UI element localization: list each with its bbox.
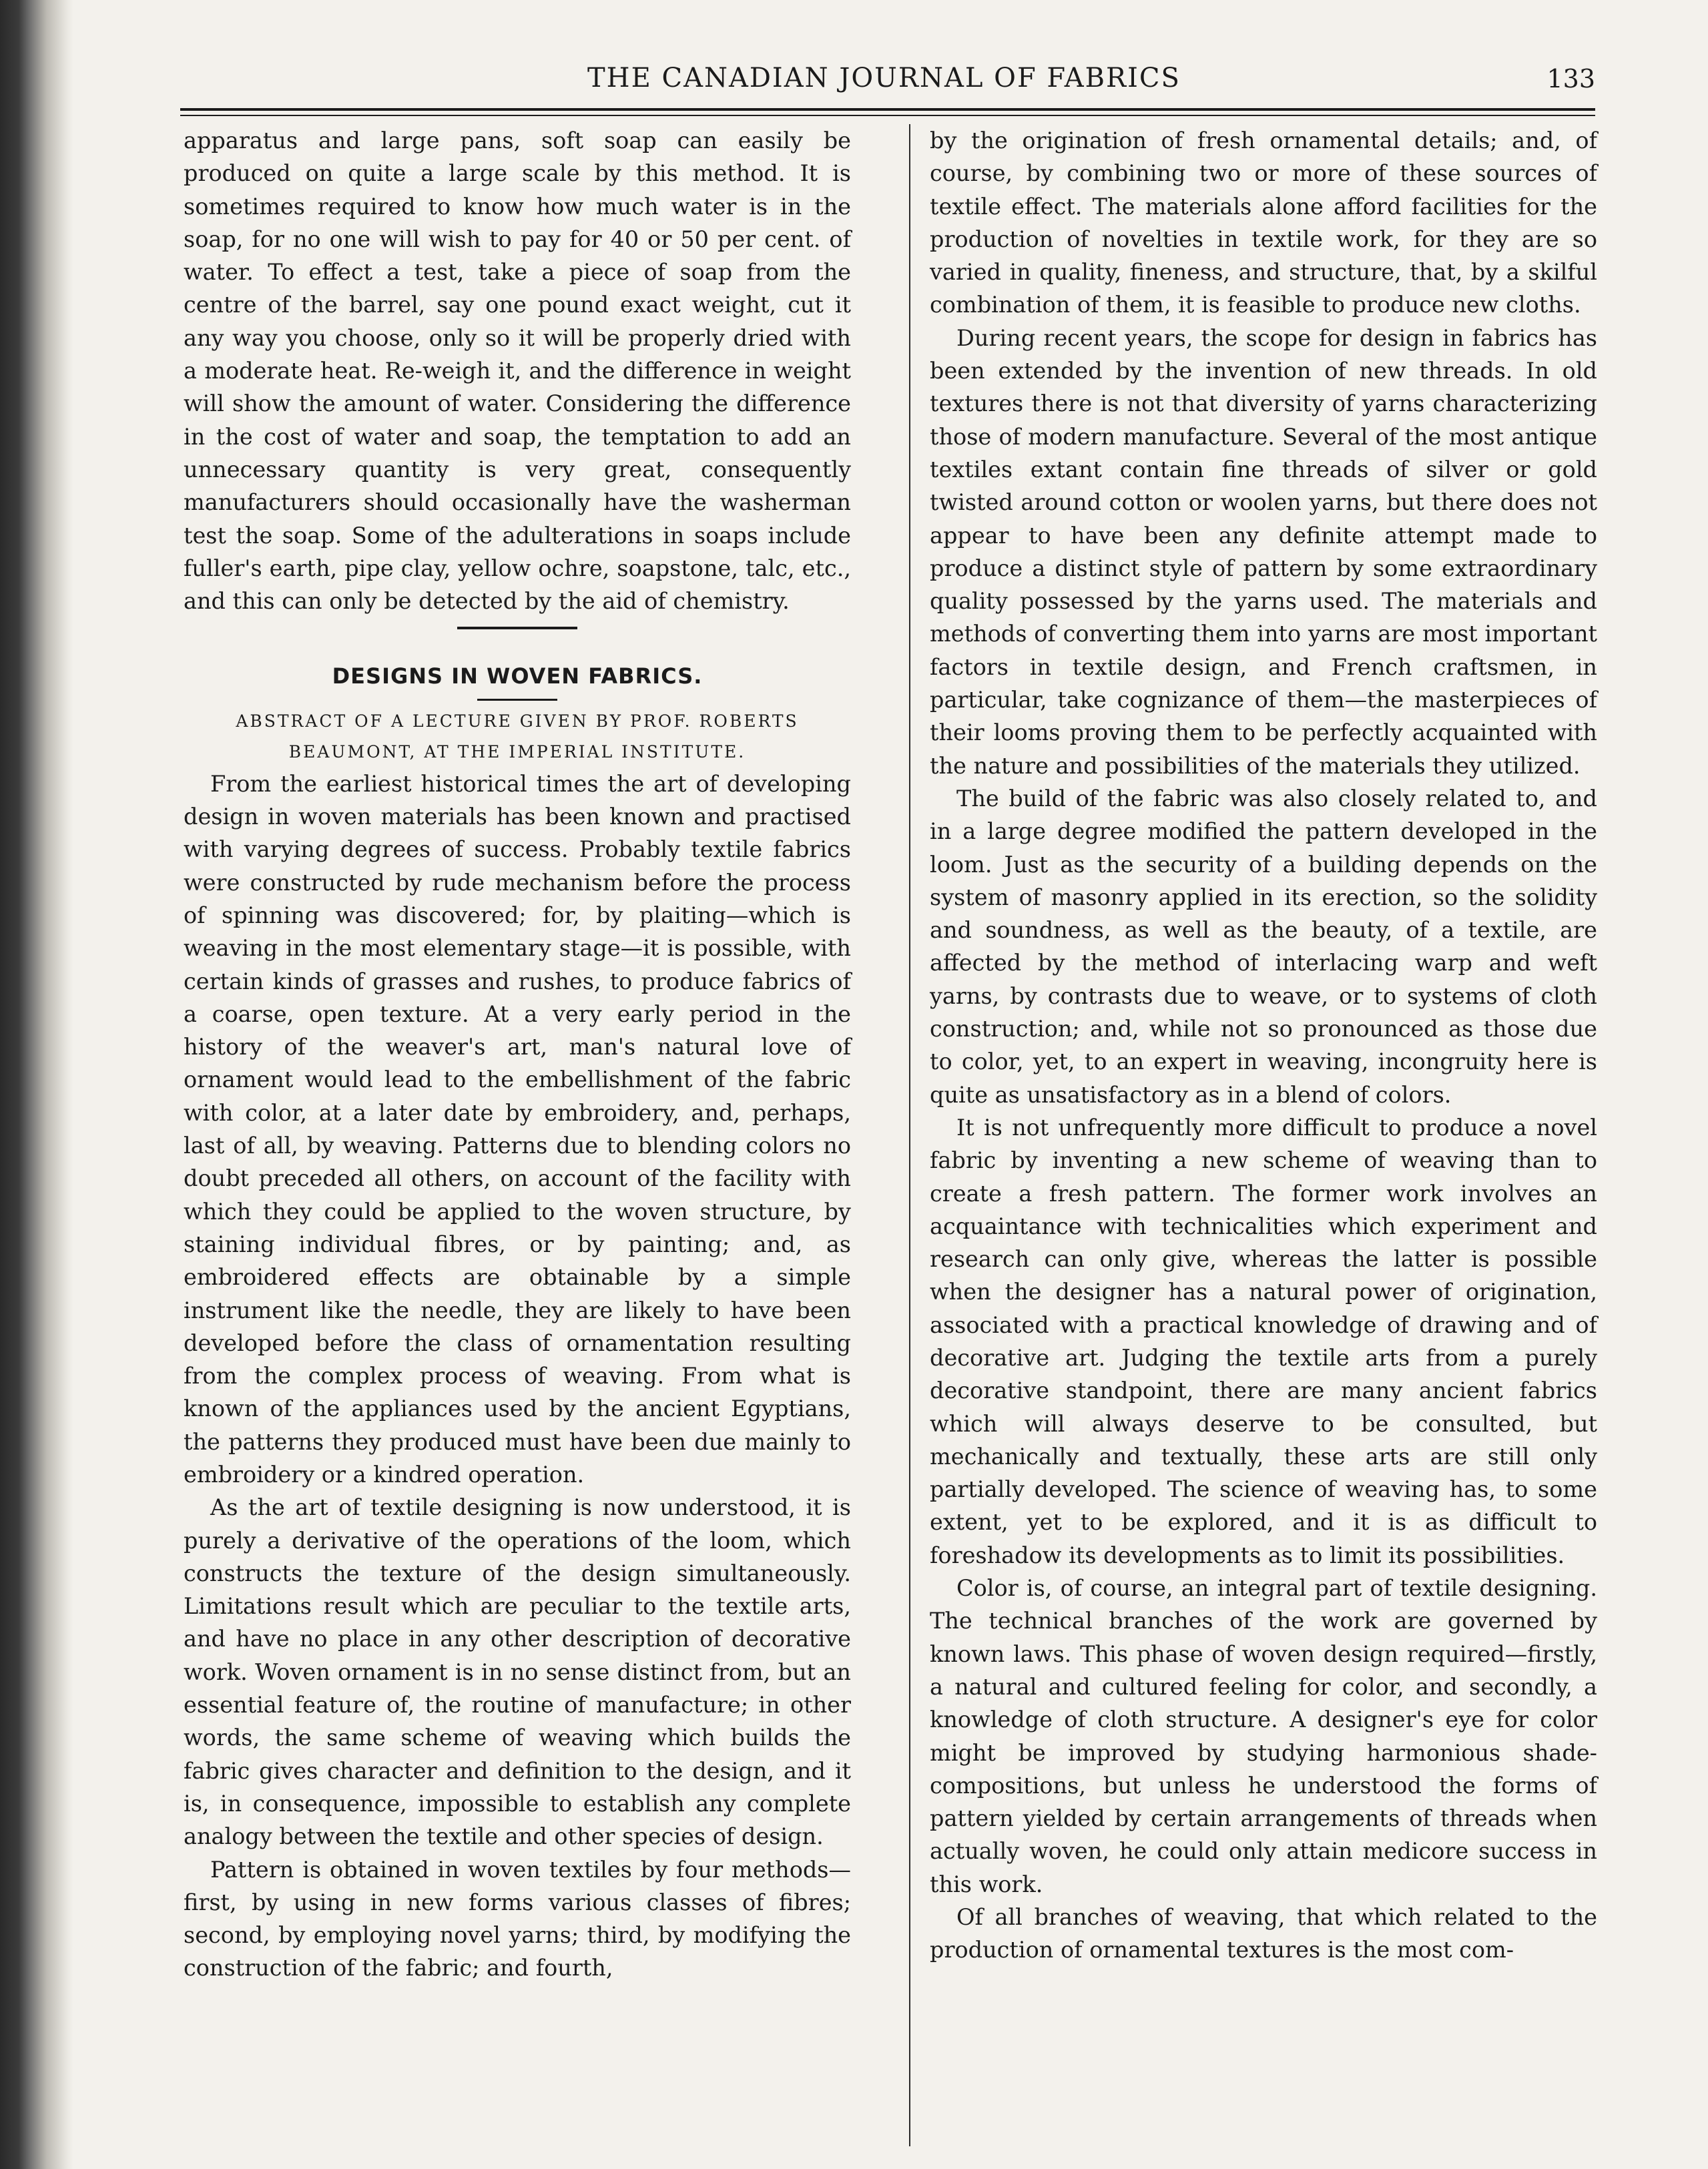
- intro-paragraph: apparatus and large pans, soft soap can easily be produced on quite a large scale by this method. It is sometimes required to know how much water is in the soap, for no one will wish to pay for 40 or 50 per cent. of water. To effect a test, take a piece of soap from the centre of the barrel, say one pound exact weight, cut it any way you choose, only so it will be properly dried with a moderate heat. Re-weigh it, and the difference in weight will show the amount of water. Considering the difference in the cost of water and soap, the temptation to add an unnecessary quantity is very great, consequently manufacturers should occasionally have the washerman test the soap. Some of the adulterations in soaps include fuller's earth, pipe clay, yellow ochre, soapstone, talc, etc., and this can only be detected by the aid of chemistry.: [184, 127, 851, 615]
- body-paragraph: Of all branches of weaving, that which related to the production of ornamental textures is the most com-: [930, 1904, 1597, 1963]
- body-paragraph: As the art of textile designing is now understood, it is purely a derivative of the operations of the loom, which constructs the texture of the design simultaneously. Limitations result which are peculiar to the textile arts, and have no place in any other description of decorative work. Woven ornament is in no sense distinct from, but an essential feature of, the routine of manufacture; in other words, the same scheme of weaving which builds the fabric gives character and definition to the design, and it is, in consequence, impossible to establish any complete analogy between the textile and other species of design.: [184, 1494, 851, 1850]
- section-title: DESIGNS IN WOVEN FABRICS.: [332, 663, 703, 689]
- section-separator-rule: [457, 627, 577, 629]
- header-rule-thick: [180, 108, 1595, 111]
- right-column: [930, 124, 1597, 1967]
- body-paragraph: The build of the fabric was also closely related to, and in a large degree modified the pattern developed in the loom. Just as the security of a building depends on the system of masonry applied in its erection, so the solidity and soundness, as well as the beauty, of a textile, are affected by the method of interlacing warp and weft yarns, by contrasts due to weave, or to systems of cloth construction; and, while not so pronounced as those due to color, yet, to an expert in weaving, incongruity here is quite as unsatisfactory as in a blend of colors.: [930, 785, 1597, 1108]
- body-paragraph: From the earliest historical times the art of developing design in woven materials has been known and practised with varying degrees of success. Probably textile fabrics were constructed by rude mechanism before the process of spinning was discovered; for, by plaiting—which is weaving in the most elementary stage—it is possible, with certain kinds of grasses and rushes, to produce fabrics of a coarse, open texture. At a very early period in the history of the weaver's art, man's natural love of ornament would lead to the embellishment of the fabric with color, at a later date by embroidery, and, perhaps, last of all, by weaving. Patterns due to blending colors no doubt preceded all others, on account of the facility with which they could be applied to the woven structure, by staining individual fibres, or by painting; and, as embroidered effects are obtainable by a simple instrument like the needle, they are likely to have been developed before the class of ornamentation resulting from the complex process of weaving. From what is known of the appliances used by the ancient Egyptians, the patterns they produced must have been due mainly to embroidery or a kindred operation.: [184, 770, 851, 1488]
- title-underline-rule: [477, 699, 557, 701]
- body-paragraph: by the origination of fresh ornamental details; and, of course, by combining two or more of these sources of textile effect. The materials alone afford facilities for the production of novelties in textile work, for they are so varied in quality, fineness, and structure, that, by a skilful combination of them, it is feasible to produce new cloths.: [930, 127, 1597, 318]
- section-subtitle: ABSTRACT OF A LECTURE GIVEN BY PROF. ROBERTS BEAUMONT, AT THE IMPERIAL INSTITUTE.: [236, 711, 799, 761]
- running-title: THE CANADIAN JOURNAL OF FABRICS: [587, 63, 1181, 93]
- body-paragraph: During recent years, the scope for design in fabrics has been extended by the invention of new threads. In old textures there is not that diversity of yarns characterizing those of modern manufacture. Several of the most antique textiles extant contain fine threads of silver or gold twisted around cotton or woolen yarns, but there does not appear to have been any definite attempt made to produce a distinct style of pattern by some extraordinary quality possessed by the yarns used. The materials and methods of converting them into yarns are most important factors in textile design, and French craftsmen, in particular, take cognizance of them—the masterpieces of their looms proving them to be perfectly acquainted with the nature and possibilities of the materials they utilized.: [930, 324, 1597, 779]
- body-paragraph: Pattern is obtained in woven textiles by four methods—first, by using in new forms various classes of fibres; second, by employing novel yarns; third, by modifying the construction of the fabric; and fourth,: [184, 1856, 851, 1981]
- page-header: [180, 55, 1595, 108]
- body-paragraph: It is not unfrequently more difficult to produce a novel fabric by inventing a new scheme of weaving than to create a fresh pattern. The former work involves an acquaintance with technicalities which experiment and research can only give, whereas the latter is possible when the designer has a natural power of origination, associated with a practical knowledge of drawing and of decorative art. Judging the textile arts from a purely decorative standpoint, there are many ancient fabrics which will always deserve to be consulted, but mechanically and textually, these arts are still only partially developed. The science of weaving has, to some extent, yet to be explored, and it is as difficult to foreshadow its developments as to limit its possibilities.: [930, 1114, 1597, 1568]
- page-number: 133: [1546, 64, 1595, 93]
- book-binding-edge: [0, 0, 73, 2169]
- body-paragraph: Color is, of course, an integral part of textile designing. The technical branches of the work are governed by known laws. This phase of woven design required—firstly, a natural and cultured feeling for color, and secondly, a knowledge of cloth structure. A designer's eye for color might be improved by studying harmonious shade-compositions, but unless he understood the forms of pattern yielded by certain arrangements of threads when actually woven, he could only attain medicore success in this work.: [930, 1575, 1597, 1897]
- left-column: [184, 124, 851, 1985]
- column-divider: [909, 124, 910, 2146]
- header-rule-thin: [180, 115, 1595, 116]
